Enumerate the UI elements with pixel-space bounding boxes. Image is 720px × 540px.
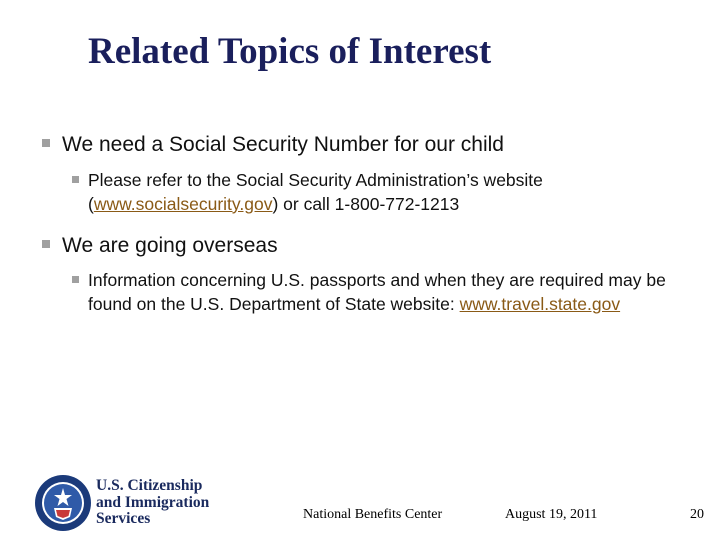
sub-bullet-text: Please refer to the Social Security Administration’s website (www.socialsecurity.gov) or call 1-800-772-1213 — [88, 170, 543, 214]
uscis-wordmark: U.S. Citizenship and Immigration Services — [96, 477, 210, 527]
sub-bullet-passports — [72, 268, 684, 316]
page-number: 20 — [690, 507, 704, 522]
sub-bullet-text: Information concerning U.S. passports and when they are required may be found on the U.S. Department of State website: www.travel.state.gov — [88, 270, 666, 314]
footer-center: National Benefits Center — [303, 507, 443, 522]
sub-bullet-marker — [72, 176, 79, 183]
bullet-text: We need a Social Security Number for our child — [62, 133, 504, 156]
slide-title: Related Topics of Interest — [88, 31, 492, 72]
sub-bullet-marker — [72, 276, 79, 283]
bullet-marker — [42, 139, 50, 147]
footer-date: August 19, 2011 — [505, 507, 598, 522]
sub-bullet-ssa — [72, 168, 632, 216]
bullet-text: We are going overseas — [62, 234, 278, 257]
travel-state-link[interactable]: www.travel.state.gov — [459, 294, 621, 314]
socialsecurity-link[interactable]: www.socialsecurity.gov — [93, 194, 273, 214]
bullet-marker — [42, 240, 50, 248]
dhs-seal-icon — [34, 474, 92, 532]
